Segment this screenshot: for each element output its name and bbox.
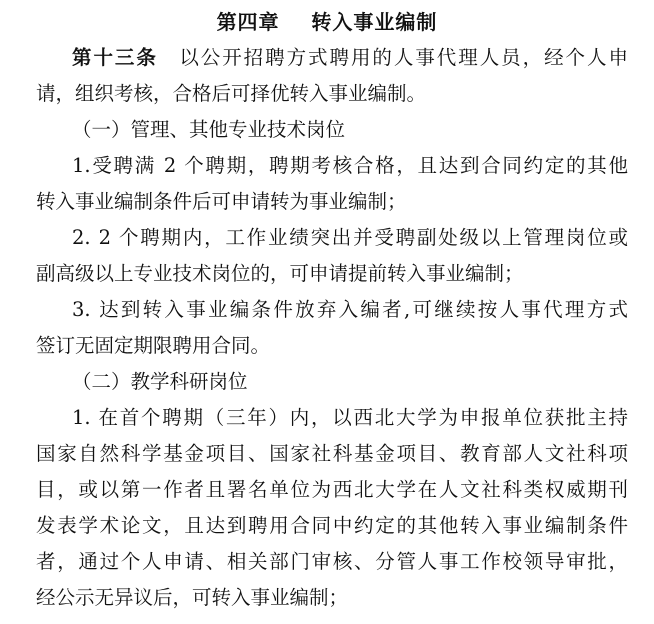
list-item-line: 3. 达到转入事业编条件放弃入编者,可继续按人事代理方式 [72, 298, 628, 321]
list-item-line: 发表学术论文，且达到聘用合同中约定的其他转入事业编制条件 [36, 514, 628, 537]
list-item-line: 者，通过个人申请、相关部门审核、分管人事工作校领导审批， [36, 550, 628, 573]
article-label: 第十三条 [72, 46, 158, 69]
article-first-line [72, 40, 628, 76]
list-item-line: 签订无固定期限聘用合同。 [36, 334, 271, 357]
list-item-line: 国家自然科学基金项目、国家社科基金项目、教育部人文社科项 [36, 442, 628, 465]
list-item-line: 目，或以第一作者且署名单位为西北大学在人文社科类权威期刊 [36, 478, 628, 501]
list-item-line: 转入事业编制条件后可申请转为事业编制； [36, 190, 407, 213]
list-item-line: 1. 在首个聘期（三年）内，以西北大学为申报单位获批主持 [72, 406, 628, 429]
section-heading-2: （二）教学科研岗位 [72, 370, 248, 393]
article-text [158, 46, 179, 69]
list-item-line: 2. 2 个聘期内，工作业绩突出并受聘副处级以上管理岗位或 [72, 226, 628, 249]
article-text-rest: 以公开招聘方式聘用的人事代理人员，经个人申 [179, 46, 628, 69]
section-heading-1: （一）管理、其他专业技术岗位 [72, 118, 346, 141]
article-continuation: 请，组织考核，合格后可择优转入事业编制。 [36, 82, 427, 105]
chapter-title: 第四章 转入事业编制 [216, 10, 438, 34]
list-item-line: 副高级以上专业技术岗位的，可申请提前转入事业编制； [36, 262, 524, 285]
list-item-line: 1.受聘满 2 个聘期，聘期考核合格，且达到合同约定的其他 [72, 154, 628, 177]
list-item-line: 经公示无异议后，可转入事业编制； [36, 586, 349, 609]
